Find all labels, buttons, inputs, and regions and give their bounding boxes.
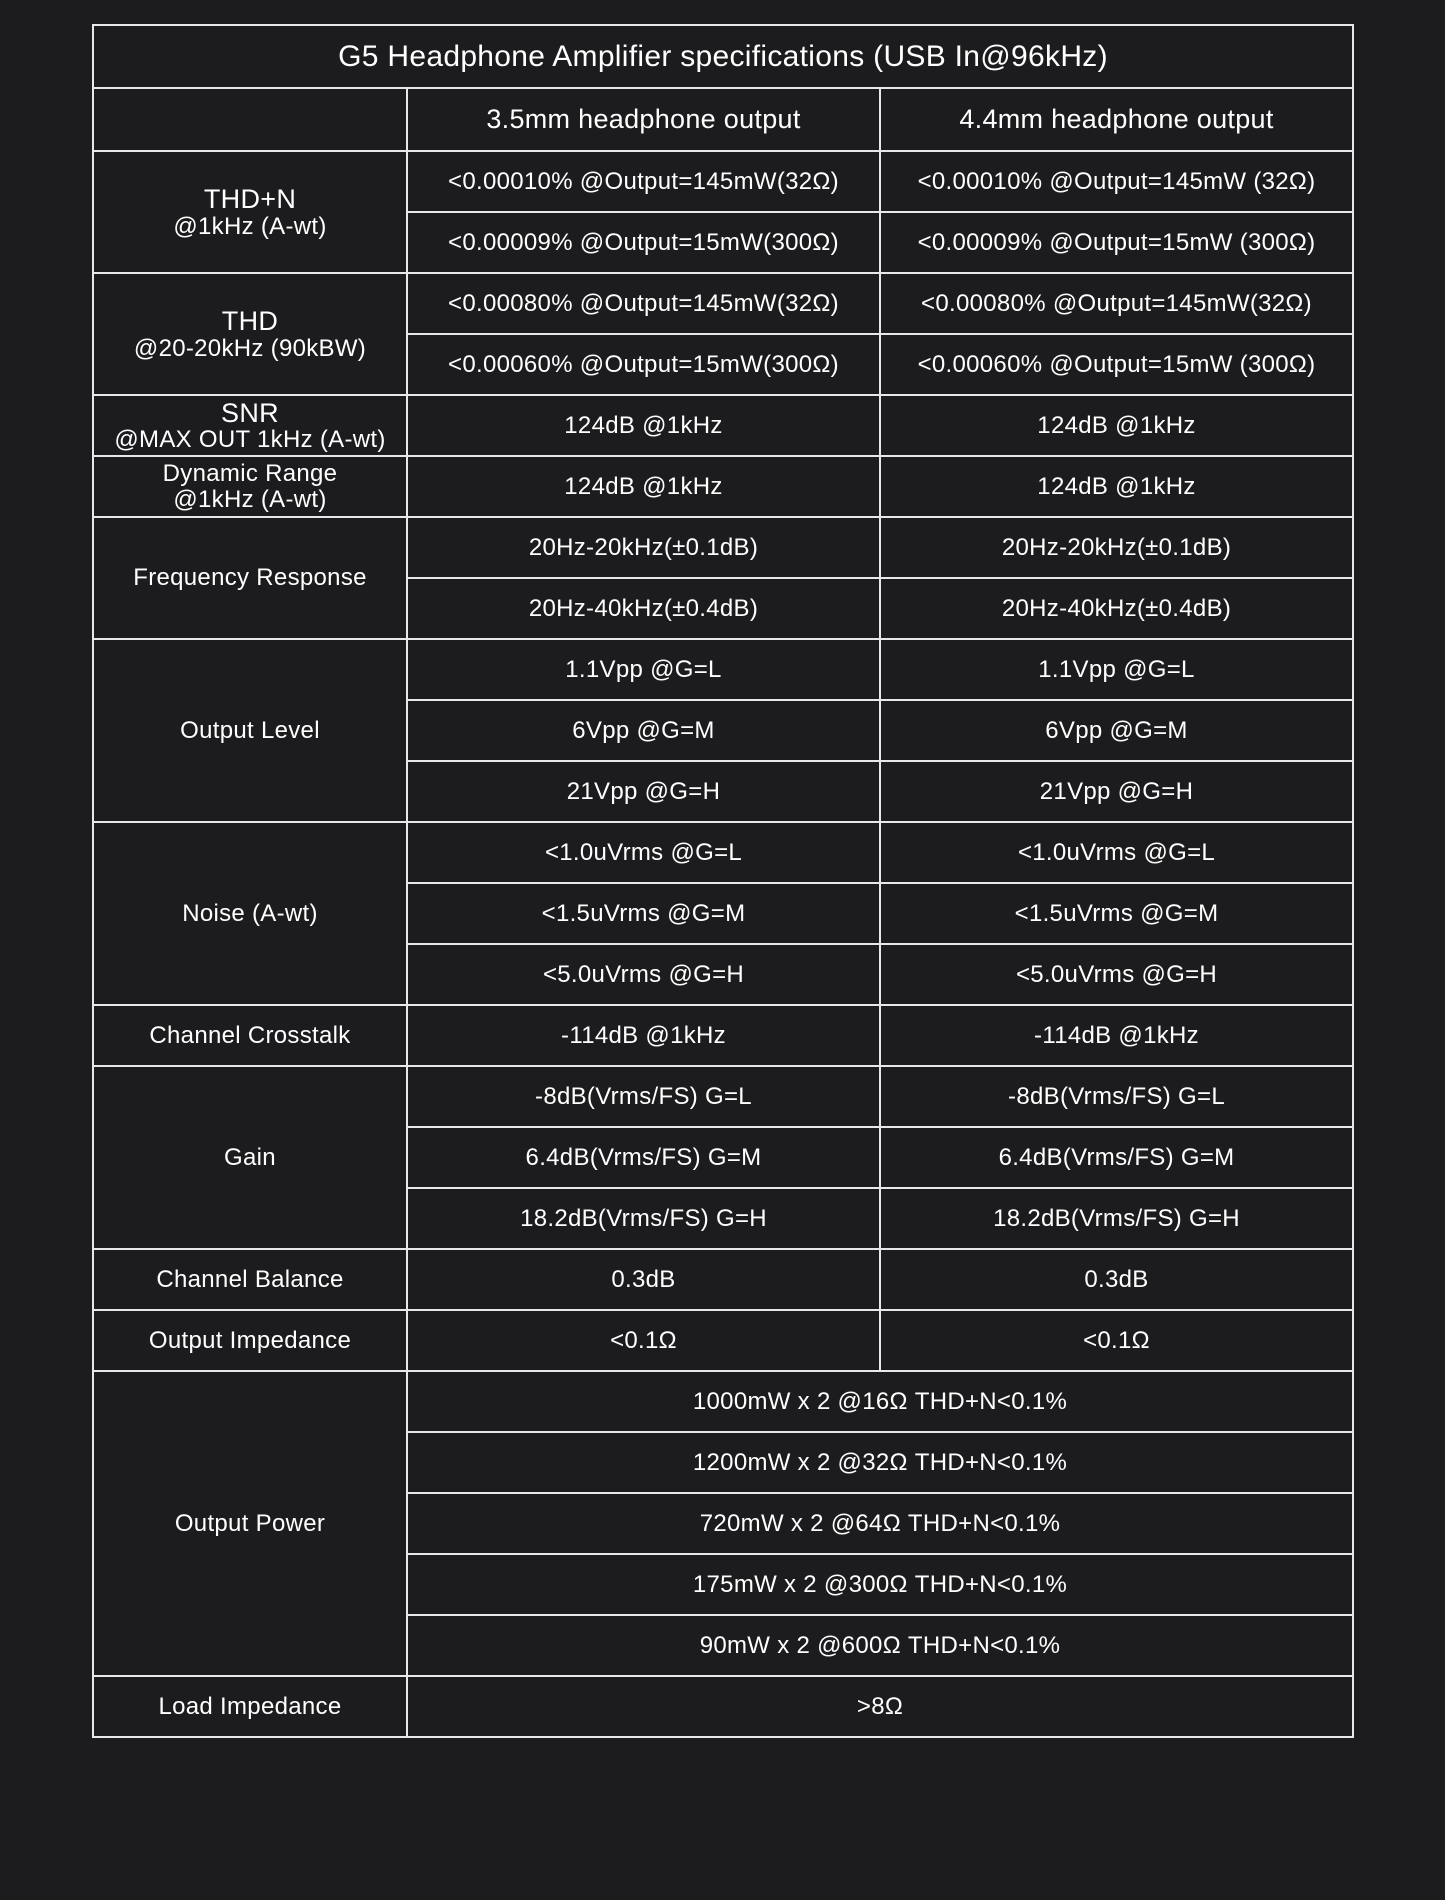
value-cell: <5.0uVrms @G=H [880,944,1353,1005]
value-cell: 124dB @1kHz [407,456,880,517]
value-cell: 18.2dB(Vrms/FS) G=H [407,1188,880,1249]
table-row [93,517,1353,578]
table-row [93,1310,1353,1371]
value-cell: 1.1Vpp @G=L [880,639,1353,700]
param-frequency-response: Frequency Response [93,517,407,639]
table-row [93,456,1353,517]
param-condition: @1kHz (A-wt) [173,212,327,240]
value-cell: 1.1Vpp @G=L [407,639,880,700]
value-cell: 1200mW x 2 @32Ω THD+N<0.1% [407,1432,1353,1493]
param-dynamic-range [93,456,407,517]
value-cell: <0.00060% @Output=15mW (300Ω) [880,334,1353,395]
value-cell: <0.00060% @Output=15mW(300Ω) [407,334,880,395]
value-cell: 175mW x 2 @300Ω THD+N<0.1% [407,1554,1353,1615]
spec-table [92,24,1354,1738]
value-cell: 6.4dB(Vrms/FS) G=M [880,1127,1353,1188]
value-cell: <1.5uVrms @G=M [880,883,1353,944]
value-cell: <0.00080% @Output=145mW(32Ω) [407,273,880,334]
column-header-3-5mm: 3.5mm headphone output [407,88,880,151]
table-row [93,395,1353,456]
value-cell: 6.4dB(Vrms/FS) G=M [407,1127,880,1188]
value-cell: 124dB @1kHz [880,456,1353,517]
value-cell: <0.00080% @Output=145mW(32Ω) [880,273,1353,334]
param-condition: @20-20kHz (90kBW) [133,334,367,362]
value-cell: 21Vpp @G=H [407,761,880,822]
value-cell: 124dB @1kHz [880,395,1353,456]
param-output-level: Output Level [93,639,407,822]
value-cell: 720mW x 2 @64Ω THD+N<0.1% [407,1493,1353,1554]
header-row [93,88,1353,151]
param-name: SNR [221,397,279,428]
table-title: G5 Headphone Amplifier specifications (USB In@96kHz) [93,25,1353,88]
table-row [93,1005,1353,1066]
value-cell: 6Vpp @G=M [880,700,1353,761]
param-thdn [93,151,407,273]
value-cell: 1000mW x 2 @16Ω THD+N<0.1% [407,1371,1353,1432]
table-row [93,639,1353,700]
empty-header-cell [93,88,407,151]
param-condition: @MAX OUT 1kHz (A-wt) [114,426,386,454]
value-cell: -114dB @1kHz [407,1005,880,1066]
value-cell: <0.00009% @Output=15mW(300Ω) [407,212,880,273]
value-cell: <0.00010% @Output=145mW(32Ω) [407,151,880,212]
value-cell: -8dB(Vrms/FS) G=L [880,1066,1353,1127]
table-row [93,1249,1353,1310]
value-cell: <0.00009% @Output=15mW (300Ω) [880,212,1353,273]
param-noise: Noise (A-wt) [93,822,407,1005]
value-cell: <5.0uVrms @G=H [407,944,880,1005]
table-row [93,273,1353,334]
value-cell: <1.0uVrms @G=L [407,822,880,883]
param-condition: @1kHz (A-wt) [173,485,327,513]
title-row [93,25,1353,88]
param-load-impedance: Load Impedance [93,1676,407,1737]
value-cell: <1.5uVrms @G=M [407,883,880,944]
param-gain: Gain [93,1066,407,1249]
value-cell: <0.00010% @Output=145mW (32Ω) [880,151,1353,212]
param-channel-balance: Channel Balance [93,1249,407,1310]
param-channel-crosstalk: Channel Crosstalk [93,1005,407,1066]
table-row [93,1066,1353,1127]
value-cell: 21Vpp @G=H [880,761,1353,822]
param-thd [93,273,407,395]
value-cell: 6Vpp @G=M [407,700,880,761]
table-row [93,151,1353,212]
value-cell: 124dB @1kHz [407,395,880,456]
param-name: THD+N [203,184,297,215]
value-cell: 18.2dB(Vrms/FS) G=H [880,1188,1353,1249]
param-name: THD [221,306,279,337]
column-header-4-4mm: 4.4mm headphone output [880,88,1353,151]
value-cell: 20Hz-20kHz(±0.1dB) [407,517,880,578]
value-cell: -8dB(Vrms/FS) G=L [407,1066,880,1127]
value-cell: -114dB @1kHz [880,1005,1353,1066]
table-row [93,822,1353,883]
value-cell: 0.3dB [880,1249,1353,1310]
table-row [93,1371,1353,1432]
value-cell: 90mW x 2 @600Ω THD+N<0.1% [407,1615,1353,1676]
value-cell: 20Hz-40kHz(±0.4dB) [880,578,1353,639]
param-name: Dynamic Range [162,460,338,488]
value-cell: <1.0uVrms @G=L [880,822,1353,883]
value-cell: 20Hz-40kHz(±0.4dB) [407,578,880,639]
param-output-power: Output Power [93,1371,407,1676]
value-cell: 0.3dB [407,1249,880,1310]
param-output-impedance: Output Impedance [93,1310,407,1371]
param-snr [93,395,407,456]
value-cell: <0.1Ω [407,1310,880,1371]
value-cell: 20Hz-20kHz(±0.1dB) [880,517,1353,578]
value-cell: <0.1Ω [880,1310,1353,1371]
table-row [93,1676,1353,1737]
value-cell: >8Ω [407,1676,1353,1737]
